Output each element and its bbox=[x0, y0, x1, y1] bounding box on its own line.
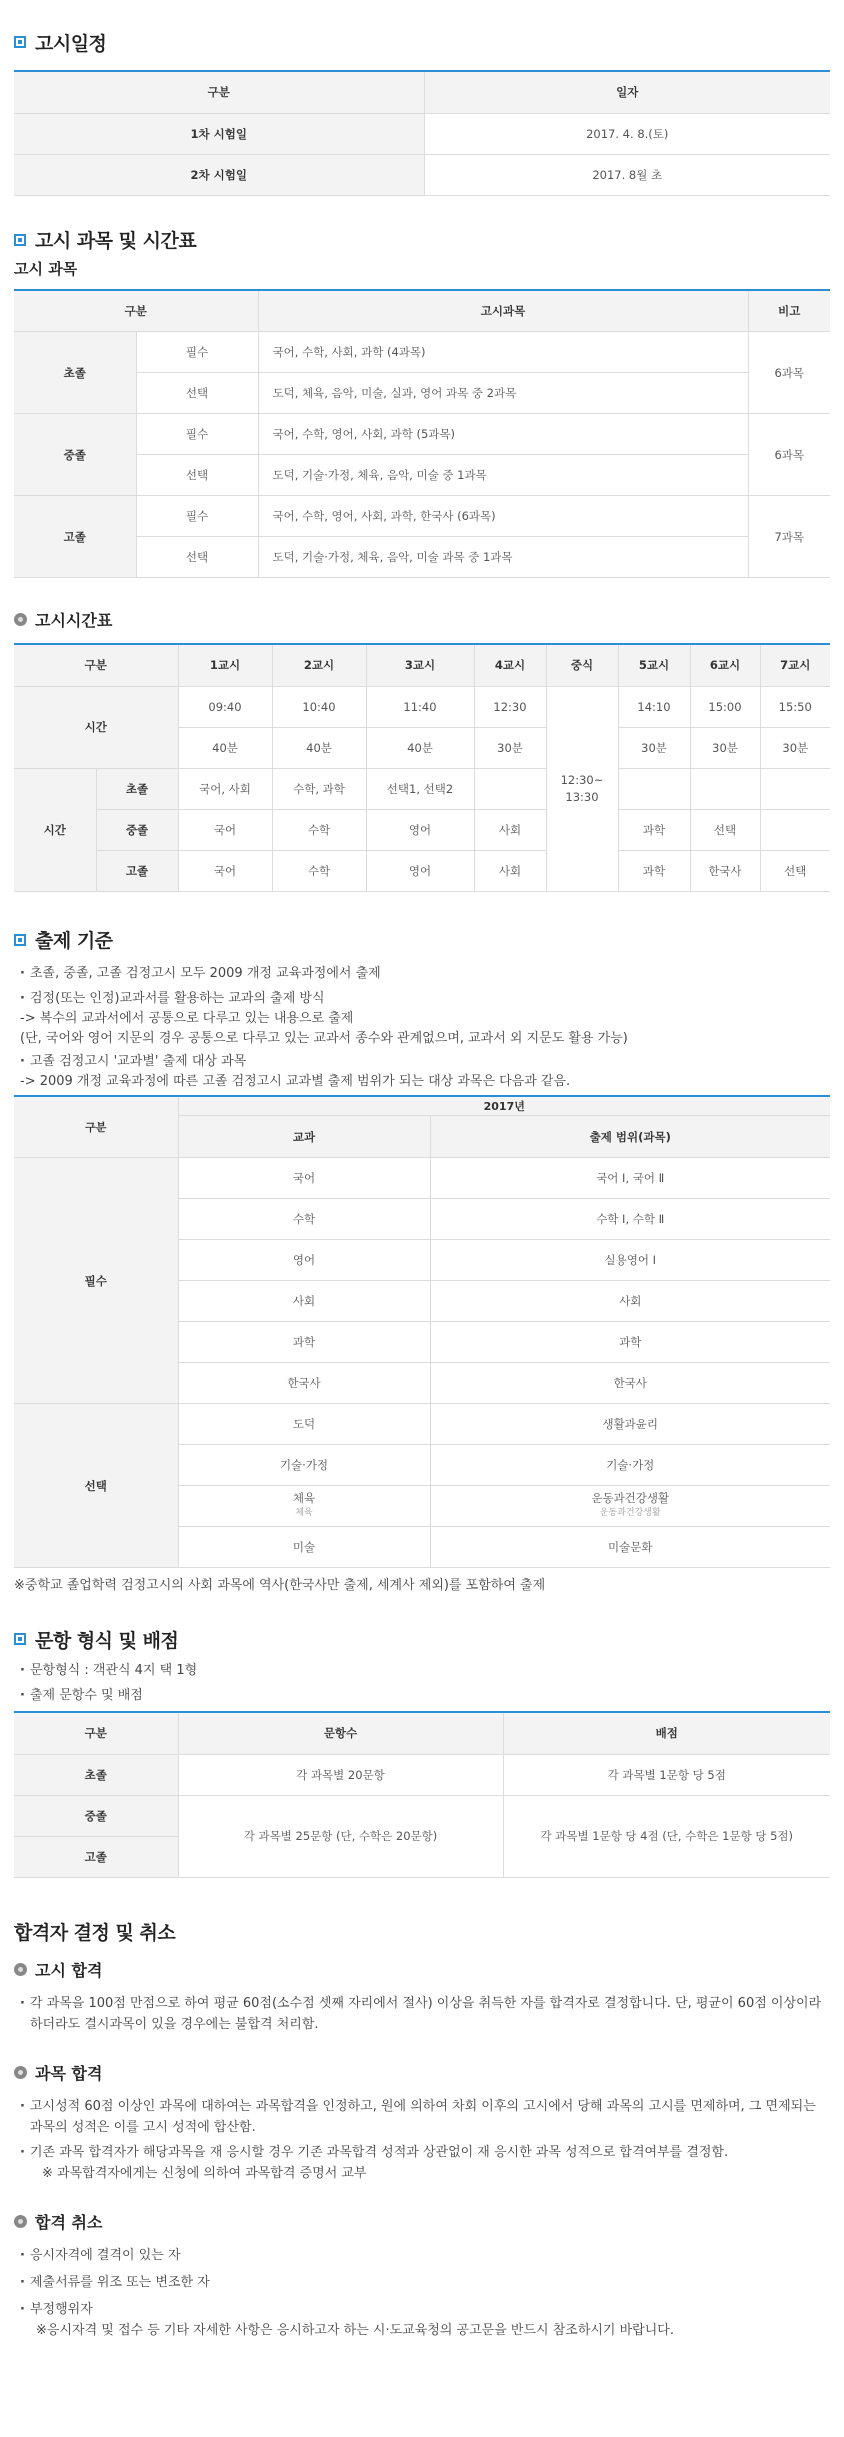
list-item: · 부정행위자 bbox=[20, 2299, 830, 2320]
criteria-footnote: ※중학교 졸업학력 검정고시의 사회 과목에 역사(한국사만 출제, 세계사 제외)를 포함하여 출제 bbox=[14, 1578, 546, 1593]
table-row bbox=[14, 1795, 830, 1836]
exam-pass-text: · 각 과목을 100점 만점으로 하여 평균 60점(소수점 셋째 자리에서 절사) 이상을 취득한 자를 합격자로 결정합니다. 단, 평균이 60점 이상이라 하더라도 결시과목이 있을 경우에는 불합격 처리함. bbox=[20, 1993, 830, 2035]
subject-cell: 수학 bbox=[178, 1199, 430, 1240]
list-item: · 출제 문항수 및 배점 bbox=[20, 1686, 830, 1706]
subjects-cell: 도덕, 체육, 음악, 미술, 실과, 영어 과목 중 2과목 bbox=[258, 373, 748, 414]
level-cell: 고졸 bbox=[96, 850, 178, 891]
criteria-header-year: 2017년 bbox=[178, 1096, 830, 1116]
range-cell: 생활과윤리 bbox=[430, 1404, 830, 1445]
circle-bullet-icon bbox=[14, 2066, 27, 2079]
time-label: 시간 bbox=[14, 686, 178, 768]
note-cell: 6과목 bbox=[748, 414, 830, 496]
subject-pass-heading: 과목 합격 bbox=[35, 2063, 103, 2083]
list-item: · 검정(또는 인정)교과서를 활용하는 교과의 출제 방식 bbox=[20, 989, 830, 1009]
cancel-note: ※응시자격 및 접수 등 기타 자세한 사항은 응시하고자 하는 시·도교육청의 공고문을 반드시 참조하시기 바랍니다. bbox=[36, 2322, 674, 2338]
list-item: (단, 국어와 영어 지문의 경우 공통으로 다루고 있는 교과서 종수와 관계없으며, 교과서 외 지문도 활용 가능) bbox=[20, 1030, 628, 1046]
list-item: -> 복수의 교과서에서 공통으로 다루고 있는 내용으로 출제 bbox=[20, 1010, 354, 1026]
table-row bbox=[14, 154, 830, 195]
subjects-subtitle: 고시 과목 bbox=[14, 259, 78, 278]
period-cell bbox=[618, 768, 690, 809]
subject-cell bbox=[178, 1486, 430, 1527]
tt-header: 5교시 bbox=[618, 644, 690, 686]
table-row bbox=[14, 537, 830, 578]
table-row bbox=[14, 850, 830, 891]
level-cell: 고졸 bbox=[14, 496, 136, 578]
subjects-cell: 도덕, 기술·가정, 체육, 음악, 미술 중 1과목 bbox=[258, 455, 748, 496]
type-cell: 선택 bbox=[136, 455, 258, 496]
range-text-faded: 운동과건강생활 bbox=[599, 1508, 661, 1518]
type-cell: 필수 bbox=[136, 496, 258, 537]
exam-pass-subtitle bbox=[14, 1958, 830, 1981]
list-item: · 제출서류를 위조 또는 변조한 자 bbox=[20, 2272, 830, 2293]
tt-header: 1교시 bbox=[178, 644, 272, 686]
subject-cell: 과학 bbox=[178, 1322, 430, 1363]
subject-cell: 도덕 bbox=[178, 1404, 430, 1445]
list-item: -> 2009 개정 교육과정에 따른 고졸 검정고시 교과별 출제 범위가 되는 대상 과목은 다음과 같음. bbox=[20, 1073, 571, 1089]
format-section-title bbox=[14, 1625, 830, 1653]
range-cell: 사회 bbox=[430, 1281, 830, 1322]
table-row bbox=[14, 113, 830, 154]
duration: 40분 bbox=[272, 727, 366, 768]
period-cell: 사회 bbox=[474, 850, 546, 891]
subjects-cell: 국어, 수학, 영어, 사회, 과학, 한국사 (6과목) bbox=[258, 496, 748, 537]
score-cell: 각 과목별 1문항 당 4점 (단, 수학은 1문항 당 5점) bbox=[503, 1795, 830, 1877]
list-item: · 응시자격에 결격이 있는 자 bbox=[20, 2245, 830, 2266]
bottom-spacer bbox=[14, 2345, 830, 2369]
timetable-subtitle bbox=[14, 608, 830, 631]
range-cell: 국어 Ⅰ, 국어 Ⅱ bbox=[430, 1158, 830, 1199]
table-row bbox=[14, 809, 830, 850]
range-cell: 수학 Ⅰ, 수학 Ⅱ bbox=[430, 1199, 830, 1240]
tt-header: 중식 bbox=[546, 644, 618, 686]
criteria-header-subject: 교과 bbox=[178, 1116, 430, 1158]
timetable-table bbox=[14, 643, 830, 892]
format-header: 구분 bbox=[14, 1712, 178, 1754]
period-cell: 영어 bbox=[366, 850, 474, 891]
list-item: · 초졸, 중졸, 고졸 검정고시 모두 2009 개정 교육과정에서 출제 bbox=[20, 964, 830, 984]
start-time: 12:30 bbox=[474, 686, 546, 727]
duration: 40분 bbox=[178, 727, 272, 768]
subjects-header-category: 구분 bbox=[14, 290, 258, 332]
level-cell: 초졸 bbox=[14, 1754, 178, 1795]
start-time: 09:40 bbox=[178, 686, 272, 727]
schedule-heading: 고시일정 bbox=[35, 32, 107, 55]
subject-pass-subtitle bbox=[14, 2061, 830, 2084]
tt-header: 2교시 bbox=[272, 644, 366, 686]
subject-time-label: 시간 bbox=[14, 768, 96, 891]
list-item: · 고시성적 60점 이상인 과목에 대하여는 과목합격을 인정하고, 원에 의하여 차회 이후의 고시에서 당해 과목의 고시를 면제하며, 그 면제되는 과목의 성적은 이를 고시 성적에 합산함. bbox=[20, 2096, 830, 2138]
range-text: 운동과건강생활 bbox=[591, 1491, 670, 1505]
subject-text: 체육 bbox=[292, 1491, 316, 1505]
pass-heading: 합격자 결정 및 취소 bbox=[14, 1922, 176, 1944]
level-cell: 초졸 bbox=[14, 332, 136, 414]
criteria-header-range: 출제 범위(과목) bbox=[430, 1116, 830, 1158]
tt-header: 3교시 bbox=[366, 644, 474, 686]
criteria-section-title bbox=[14, 926, 830, 954]
start-time: 10:40 bbox=[272, 686, 366, 727]
schedule-row-label: 2차 시험일 bbox=[14, 154, 424, 195]
period-cell: 선택 bbox=[760, 850, 830, 891]
schedule-row-value: 2017. 4. 8.(토) bbox=[424, 113, 830, 154]
table-row bbox=[14, 768, 830, 809]
square-bullet-icon bbox=[14, 1633, 26, 1645]
range-cell: 한국사 bbox=[430, 1363, 830, 1404]
cancel-heading: 합격 취소 bbox=[35, 2212, 103, 2232]
schedule-header-date: 일자 bbox=[424, 71, 830, 113]
list-item: · 문항형식 : 객관식 4지 택 1형 bbox=[20, 1661, 830, 1681]
table-row bbox=[14, 1754, 830, 1795]
subjects-cell: 국어, 수학, 사회, 과학 (4과목) bbox=[258, 332, 748, 373]
page bbox=[0, 28, 844, 2369]
subject-cell: 국어 bbox=[178, 1158, 430, 1199]
table-row bbox=[14, 496, 830, 537]
subjects-cell: 도덕, 기술·가정, 체육, 음악, 미술 과목 중 1과목 bbox=[258, 537, 748, 578]
period-cell: 선택1, 선택2 bbox=[366, 768, 474, 809]
circle-bullet-icon bbox=[14, 1963, 27, 1976]
table-row bbox=[14, 1404, 830, 1445]
period-cell: 국어 bbox=[178, 850, 272, 891]
format-table bbox=[14, 1711, 830, 1878]
tt-header: 구분 bbox=[14, 644, 178, 686]
criteria-heading: 출제 기준 bbox=[35, 930, 113, 952]
range-cell bbox=[430, 1486, 830, 1527]
list-item: · 고졸 검정고시 '교과별' 출제 대상 과목 bbox=[20, 1052, 830, 1072]
format-heading: 문항 형식 및 배점 bbox=[35, 1629, 179, 1652]
subject-cell: 영어 bbox=[178, 1240, 430, 1281]
subjects-header-subjects: 고시과목 bbox=[258, 290, 748, 332]
note-cell: 6과목 bbox=[748, 332, 830, 414]
subject-cell: 한국사 bbox=[178, 1363, 430, 1404]
type-cell: 필수 bbox=[136, 332, 258, 373]
period-cell: 영어 bbox=[366, 809, 474, 850]
subject-pass-note: ※ 과목합격자에게는 신청에 의하여 과목합격 증명서 교부 bbox=[42, 2165, 367, 2181]
note-cell: 7과목 bbox=[748, 496, 830, 578]
period-cell bbox=[760, 809, 830, 850]
criteria-list bbox=[20, 964, 830, 1092]
subjects-section-title bbox=[14, 226, 830, 254]
range-cell: 실용영어 Ⅰ bbox=[430, 1240, 830, 1281]
duration: 40분 bbox=[366, 727, 474, 768]
period-cell: 한국사 bbox=[690, 850, 760, 891]
subjects-heading: 고시 과목 및 시간표 bbox=[35, 230, 197, 252]
level-cell: 중졸 bbox=[14, 1795, 178, 1836]
start-time: 15:50 bbox=[760, 686, 830, 727]
schedule-table bbox=[14, 70, 830, 196]
count-cell: 각 과목별 25문항 (단, 수학은 20문항) bbox=[178, 1795, 503, 1877]
format-list bbox=[20, 1661, 830, 1706]
type-cell: 선택 bbox=[136, 373, 258, 414]
subjects-cell: 국어, 수학, 영어, 사회, 과학 (5과목) bbox=[258, 414, 748, 455]
criteria-table bbox=[14, 1095, 830, 1569]
duration: 30분 bbox=[474, 727, 546, 768]
score-cell: 각 과목별 1문항 당 5점 bbox=[503, 1754, 830, 1795]
type-cell: 선택 bbox=[136, 537, 258, 578]
square-bullet-icon bbox=[14, 234, 26, 246]
subjects-header-note: 비고 bbox=[748, 290, 830, 332]
level-cell: 중졸 bbox=[96, 809, 178, 850]
lunch-cell: 12:30~ 13:30 bbox=[546, 686, 618, 891]
count-cell: 각 과목별 20문항 bbox=[178, 1754, 503, 1795]
square-bullet-icon bbox=[14, 934, 26, 946]
range-cell: 기술·가정 bbox=[430, 1445, 830, 1486]
start-time: 11:40 bbox=[366, 686, 474, 727]
period-cell: 선택 bbox=[690, 809, 760, 850]
subject-text-faded: 체육 bbox=[295, 1508, 313, 1518]
level-cell: 중졸 bbox=[14, 414, 136, 496]
start-time: 15:00 bbox=[690, 686, 760, 727]
subject-cell: 미술 bbox=[178, 1527, 430, 1568]
cancel-subtitle bbox=[14, 2210, 830, 2233]
pass-section-title bbox=[14, 1918, 830, 1946]
tt-header: 4교시 bbox=[474, 644, 546, 686]
table-row bbox=[14, 332, 830, 373]
level-cell: 고졸 bbox=[14, 1836, 178, 1877]
duration: 30분 bbox=[690, 727, 760, 768]
table-row bbox=[14, 686, 830, 727]
tt-header: 7교시 bbox=[760, 644, 830, 686]
period-cell bbox=[690, 768, 760, 809]
schedule-row-label: 1차 시험일 bbox=[14, 113, 424, 154]
criteria-header-category: 구분 bbox=[14, 1096, 178, 1158]
exam-pass-heading: 고시 합격 bbox=[35, 1960, 103, 1980]
range-cell: 과학 bbox=[430, 1322, 830, 1363]
duration: 30분 bbox=[618, 727, 690, 768]
duration: 30분 bbox=[760, 727, 830, 768]
table-row bbox=[14, 373, 830, 414]
subjects-table bbox=[14, 289, 830, 579]
period-cell: 국어 bbox=[178, 809, 272, 850]
elective-label: 선택 bbox=[14, 1404, 178, 1568]
list-item: · 기존 과목 합격자가 해당과목을 재 응시할 경우 기존 과목합격 성적과 상관없이 재 응시한 과목 성적으로 합격여부를 결정함. bbox=[20, 2142, 830, 2163]
level-cell: 초졸 bbox=[96, 768, 178, 809]
period-cell bbox=[760, 768, 830, 809]
schedule-header-category: 구분 bbox=[14, 71, 424, 113]
period-cell: 국어, 사회 bbox=[178, 768, 272, 809]
period-cell: 수학 bbox=[272, 850, 366, 891]
type-cell: 필수 bbox=[136, 414, 258, 455]
subject-cell: 사회 bbox=[178, 1281, 430, 1322]
period-cell bbox=[474, 768, 546, 809]
schedule-row-value: 2017. 8월 초 bbox=[424, 154, 830, 195]
square-bullet-icon bbox=[14, 36, 26, 48]
circle-bullet-icon bbox=[14, 2215, 27, 2228]
schedule-section-title bbox=[14, 28, 830, 56]
period-cell: 수학, 과학 bbox=[272, 768, 366, 809]
timetable-heading: 고시시간표 bbox=[35, 611, 113, 630]
circle-bullet-icon bbox=[14, 613, 27, 626]
table-row bbox=[14, 455, 830, 496]
format-header: 문항수 bbox=[178, 1712, 503, 1754]
period-cell: 과학 bbox=[618, 809, 690, 850]
required-label: 필수 bbox=[14, 1158, 178, 1404]
period-cell: 수학 bbox=[272, 809, 366, 850]
subject-cell: 기술·가정 bbox=[178, 1445, 430, 1486]
tt-header: 6교시 bbox=[690, 644, 760, 686]
format-header: 배점 bbox=[503, 1712, 830, 1754]
table-row bbox=[14, 1158, 830, 1199]
range-cell: 미술문화 bbox=[430, 1527, 830, 1568]
start-time: 14:10 bbox=[618, 686, 690, 727]
period-cell: 과학 bbox=[618, 850, 690, 891]
table-row bbox=[14, 414, 830, 455]
period-cell: 사회 bbox=[474, 809, 546, 850]
